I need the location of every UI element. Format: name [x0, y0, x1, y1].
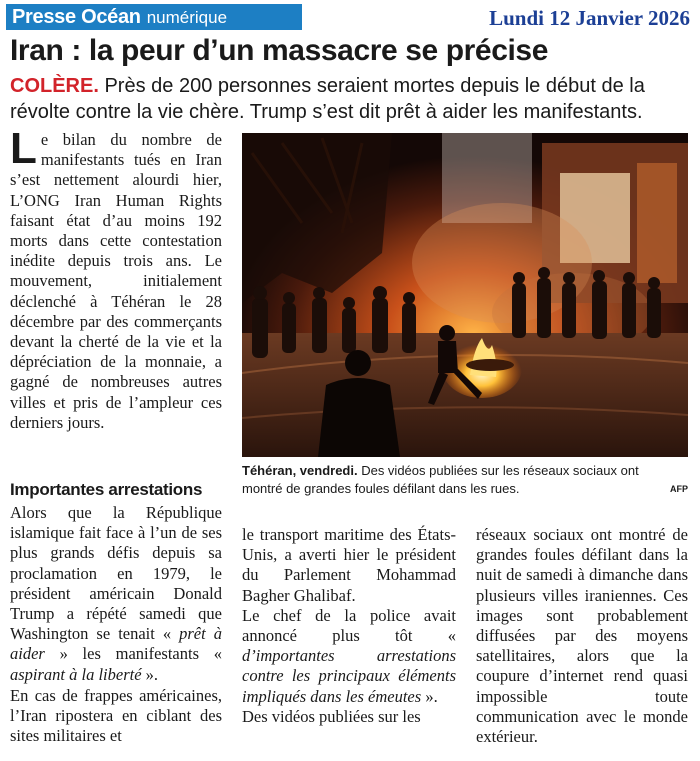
brand-name: Presse Océan — [12, 6, 141, 28]
issue-date: Lundi 12 Janvier 2026 — [489, 6, 690, 30]
standfirst-text: Près de 200 personnes seraient mortes depuis le début de la révolte contre la vie chère. Trump s’est dit prêt à aider les manifestants. — [10, 75, 645, 123]
standfirst — [10, 73, 694, 125]
section-subtitle: Importantes arrestations — [10, 480, 203, 499]
lead-text: e bilan du nombre de manifestants tués en Iran s’est nettement alourdi hier, L’ONG Iran Human Rights faisant état d’au moins 192 morts dans cette contestation inédite depuis trois ans. Le mouvement, initialement déclenché à Téhéran le 28 décembre par des commerçants devant la cherté de la vie et la dépréciation de la monnaie, a gagné de nombreuses autres villes et pris de l’ampleur ces derniers jours. — [10, 130, 222, 432]
caption-text: Des vidéos publiées sur les réseaux sociaux ont montré de grandes foules défilant dans les rues. — [242, 463, 639, 496]
paragraph: le transport maritime des États-Unis, a averti hier le président du Parlement Mohammad Bagher Ghalibaf. — [242, 525, 456, 605]
masthead-logo — [6, 4, 302, 30]
brand-subtitle: numérique — [146, 8, 228, 27]
quote: aspirant à la liberté — [10, 664, 142, 684]
quote: d’importantes arrestations contre les principaux éléments impliqués dans les émeutes — [242, 646, 456, 706]
photo-caption — [242, 462, 688, 498]
body-column-2 — [242, 525, 456, 727]
lead-paragraph — [10, 124, 222, 433]
news-photo — [242, 133, 688, 457]
quote: prêt à aider — [10, 624, 222, 664]
body-column-1 — [10, 503, 222, 746]
protest-scene-illustration — [242, 133, 688, 457]
caption-lead: Téhéran, vendredi. — [242, 463, 358, 478]
paragraph: Alors que la République islamique fait face à l’un de ses plus grands défis depuis sa proclamation en 1979, le président américain Donald Trump a répété samedi que Washington se tenait « prêt à aider » les manifestants « aspirant à la liberté ». — [10, 503, 222, 684]
paragraph: En cas de frappes américaines, l’Iran ripostera en ciblant des sites militaires et — [10, 685, 222, 746]
paragraph: Le chef de la police avait annoncé plus tôt « d’importantes arrestations contre les principaux éléments impliqués dans les émeutes ». — [242, 605, 456, 706]
article-headline: Iran : la peur d’un massacre se précise — [10, 34, 548, 67]
kicker: COLÈRE. — [10, 75, 99, 97]
body-column-3 — [476, 525, 688, 747]
paragraph: réseaux sociaux ont montré de grandes foules défilant dans la nuit de samedi à dimanche dans plusieurs villes iraniennes. Ces images sont probablement diffusées par des moyens satellitaires, alors que la coupure d’internet rend quasi impossible toute communication avec le monde extérieur. — [476, 525, 688, 747]
paragraph: Des vidéos publiées sur les — [242, 706, 421, 726]
photo-credit: AFP — [670, 484, 688, 494]
dropcap: L — [10, 124, 37, 173]
